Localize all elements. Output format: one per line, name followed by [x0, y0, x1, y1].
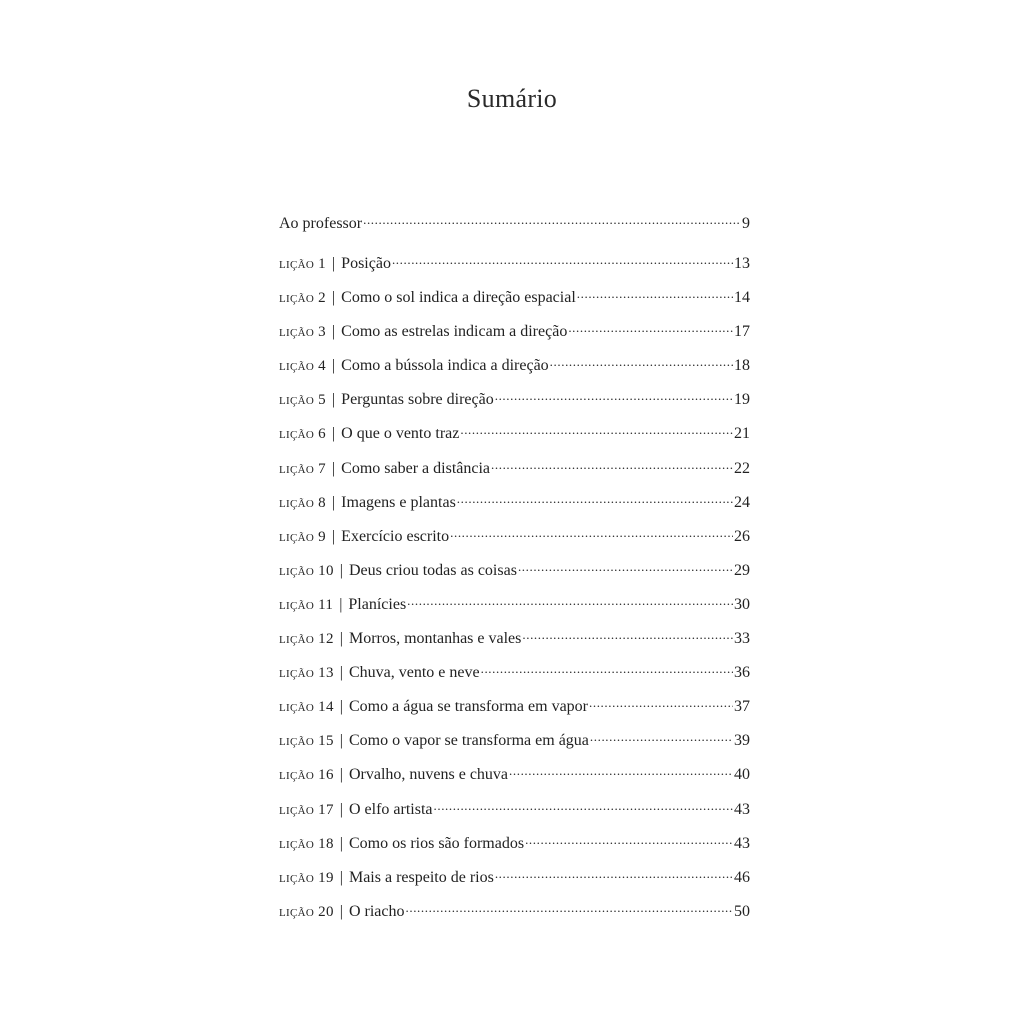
lesson-number: lição 3 — [279, 324, 326, 341]
separator: | — [339, 902, 343, 920]
lesson-title: Como os rios são formados — [348, 834, 525, 852]
toc-page-number: 18 — [734, 357, 750, 375]
lesson-number: lição 17 — [279, 801, 334, 818]
separator: | — [331, 391, 336, 409]
toc-entry-lesson[interactable] — [279, 320, 750, 354]
toc-page-number: 30 — [734, 595, 750, 613]
lesson-title: Posição — [341, 255, 391, 272]
lesson-title: Chuva, vento e neve — [348, 664, 480, 682]
lesson-title: Perguntas sobre direção — [341, 391, 494, 409]
dot-leader — [495, 866, 733, 882]
lesson-number: lição 2 — [279, 290, 326, 307]
separator: | — [331, 289, 336, 307]
toc-page-number: 17 — [734, 323, 750, 341]
lesson-title: Como saber a distância — [341, 459, 491, 477]
separator: | — [339, 766, 343, 784]
toc-entry-label — [279, 596, 406, 614]
toc-page-number: 29 — [734, 561, 750, 579]
separator: | — [339, 732, 343, 750]
dot-leader — [509, 763, 733, 779]
toc-entry-lesson[interactable] — [279, 491, 750, 525]
dot-leader — [495, 388, 733, 404]
separator: | — [339, 698, 343, 716]
separator: | — [339, 561, 343, 579]
lesson-number: lição 11 — [279, 596, 334, 613]
separator: | — [339, 595, 343, 613]
lesson-number: lição 6 — [279, 426, 326, 443]
lesson-number: lição 13 — [279, 665, 334, 682]
table-of-contents — [279, 212, 750, 934]
toc-entry-label — [279, 255, 391, 273]
toc-entry-lesson[interactable] — [279, 798, 750, 832]
lesson-number: lição 18 — [279, 835, 334, 852]
page-title: Sumário — [466, 84, 558, 113]
toc-entry-label — [279, 664, 480, 682]
lesson-number: lição 4 — [279, 358, 326, 375]
toc-entry-label — [279, 869, 494, 887]
toc-page-number: 46 — [734, 868, 750, 886]
toc-entry-lesson[interactable] — [279, 286, 750, 320]
toc-entry-label — [279, 698, 588, 716]
lesson-title: Como o vapor se transforma em água — [348, 732, 589, 750]
separator: | — [339, 664, 343, 682]
toc-entry-lesson[interactable] — [279, 763, 750, 797]
dot-leader — [392, 252, 733, 268]
toc-entry-label — [279, 323, 567, 341]
toc-entry-title: Ao professor — [279, 215, 363, 232]
lesson-number: lição 15 — [279, 733, 334, 750]
toc-page-number: 37 — [734, 698, 750, 716]
toc-entry-lesson[interactable] — [279, 900, 750, 934]
lesson-number: lição 7 — [279, 460, 326, 477]
toc-page-number: 9 — [742, 215, 750, 232]
toc-entry-lesson[interactable] — [279, 593, 750, 627]
toc-entry-label — [279, 630, 521, 648]
toc-entry-lesson[interactable] — [279, 388, 750, 422]
toc-entry-label — [279, 289, 576, 307]
dot-leader — [406, 900, 734, 916]
dot-leader — [589, 695, 733, 711]
lesson-title: Como as estrelas indicam a direção — [341, 323, 568, 341]
toc-entry-label — [279, 425, 459, 443]
dot-leader — [590, 729, 733, 745]
toc-entry-lesson[interactable] — [279, 627, 750, 661]
toc-page-number: 26 — [734, 527, 750, 545]
lesson-title: Planícies — [348, 595, 407, 613]
lesson-title: Como a água se transforma em vapor — [348, 698, 588, 716]
separator: | — [331, 425, 336, 443]
toc-entry-lesson[interactable] — [279, 695, 750, 729]
lesson-title: Morros, montanhas e vales — [348, 630, 522, 648]
lesson-number: lição 14 — [279, 699, 334, 716]
toc-page-number: 14 — [734, 289, 750, 307]
toc-page-number: 39 — [734, 732, 750, 750]
toc-page-number: 21 — [734, 425, 750, 443]
lesson-title: Como o sol indica a direção espacial — [341, 289, 576, 307]
toc-entry-lesson[interactable] — [279, 354, 750, 388]
separator: | — [339, 800, 343, 818]
lesson-title: Orvalho, nuvens e chuva — [348, 766, 509, 784]
toc-page-number: 43 — [734, 800, 750, 818]
separator: | — [339, 630, 343, 648]
toc-page-number: 33 — [734, 630, 750, 648]
toc-entry-lesson[interactable] — [279, 832, 750, 866]
toc-entry-label — [279, 562, 517, 580]
dot-leader — [568, 320, 733, 336]
toc-entry-label — [279, 460, 490, 478]
dot-leader — [550, 354, 733, 370]
lesson-title: O elfo artista — [348, 800, 433, 818]
dot-leader — [577, 286, 733, 302]
dot-leader — [407, 593, 733, 609]
dot-leader — [450, 525, 733, 541]
separator: | — [331, 255, 336, 272]
dot-leader — [481, 661, 733, 677]
lesson-title: Como a bússola indica a direção — [341, 357, 549, 375]
dot-leader — [460, 422, 733, 438]
toc-page-number: 22 — [734, 459, 750, 477]
toc-entry-lesson[interactable] — [279, 525, 750, 559]
dot-leader — [525, 832, 733, 848]
toc-entry-label — [279, 528, 449, 546]
lesson-title: Mais a respeito de rios — [348, 868, 494, 886]
lesson-list — [279, 252, 750, 934]
separator: | — [331, 493, 336, 511]
toc-entry-label — [279, 903, 405, 921]
toc-page-number: 43 — [734, 834, 750, 852]
separator: | — [331, 527, 336, 545]
separator: | — [339, 834, 343, 852]
lesson-title: O que o vento traz — [341, 425, 460, 443]
lesson-number: lição 1 — [279, 256, 326, 272]
toc-entry-lesson[interactable] — [279, 729, 750, 763]
lesson-title: O riacho — [348, 902, 405, 920]
toc-page-number: 24 — [734, 493, 750, 511]
dot-leader — [491, 457, 733, 473]
lesson-title: Imagens e plantas — [341, 493, 456, 511]
toc-page-number: 36 — [734, 664, 750, 682]
toc-page-number: 40 — [734, 766, 750, 784]
separator: | — [331, 459, 336, 477]
lesson-number: lição 19 — [279, 869, 334, 886]
toc-page-number: 19 — [734, 391, 750, 409]
lesson-number: lição 10 — [279, 562, 334, 579]
lesson-number: lição 16 — [279, 767, 334, 784]
toc-page-number: 50 — [734, 902, 750, 920]
toc-page-number: 13 — [734, 255, 750, 272]
separator: | — [331, 323, 336, 341]
toc-entry-label — [279, 835, 524, 853]
toc-entry-intro[interactable] — [279, 212, 750, 252]
toc-entry-lesson[interactable] — [279, 252, 750, 286]
lesson-number: lição 5 — [279, 392, 326, 409]
separator: | — [339, 868, 343, 886]
lesson-number: lição 20 — [279, 903, 334, 920]
dot-leader — [363, 212, 741, 228]
lesson-title: Deus criou todas as coisas — [348, 561, 517, 579]
dot-leader — [434, 798, 734, 814]
toc-entry-label — [279, 801, 433, 819]
toc-entry-lesson[interactable] — [279, 457, 750, 491]
toc-entry-lesson[interactable] — [279, 559, 750, 593]
toc-entry-label — [279, 357, 549, 375]
dot-leader — [522, 627, 733, 643]
lesson-number: lição 8 — [279, 494, 326, 511]
toc-entry-label — [279, 766, 508, 784]
toc-entry-label — [279, 732, 589, 750]
toc-entry-lesson[interactable] — [279, 422, 750, 456]
lesson-title: Exercício escrito — [341, 527, 450, 545]
dot-leader — [518, 559, 733, 575]
toc-entry-label — [279, 391, 494, 409]
toc-entry-label — [279, 494, 456, 512]
toc-entry-lesson[interactable] — [279, 661, 750, 695]
lesson-number: lição 12 — [279, 631, 334, 648]
lesson-number: lição 9 — [279, 528, 326, 545]
separator: | — [331, 357, 336, 375]
dot-leader — [457, 491, 733, 507]
toc-entry-lesson[interactable] — [279, 866, 750, 900]
